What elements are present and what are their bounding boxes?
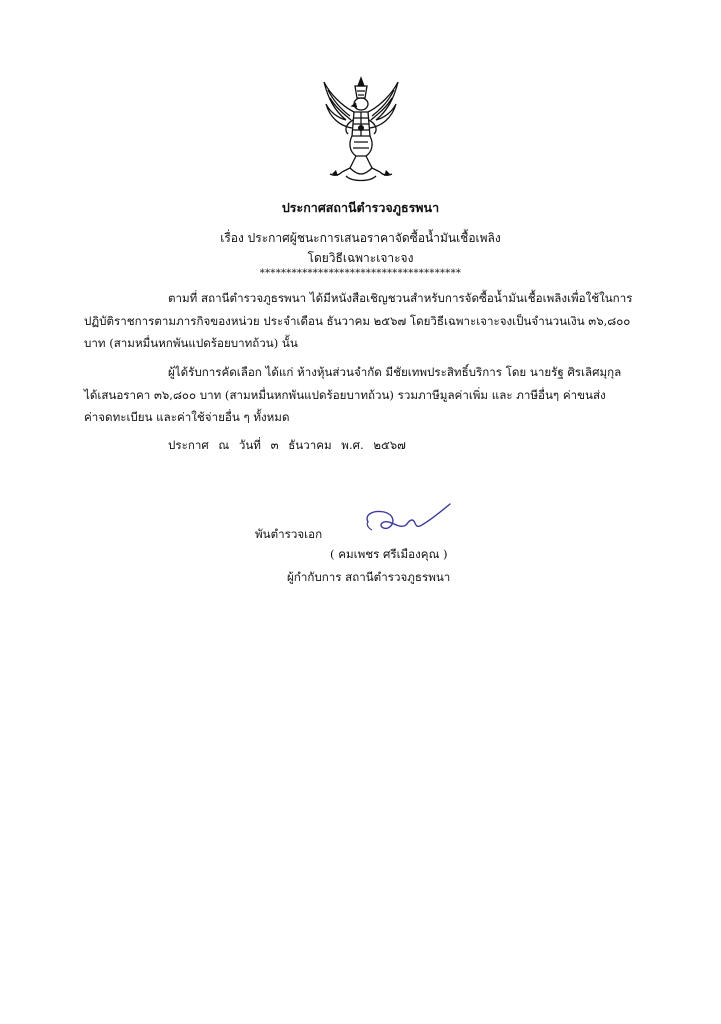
signer-position: ผู้กำกับการ สถานีตำรวจภูธรพนา <box>287 570 451 584</box>
paragraph-line: ตามที่ สถานีตำรวจภูธรพนา ได้มีหนังสือเชิญชวนสำหรับการจัดซื้อน้ำมันเชื้อเพลิงเพื่อใช้ในการ <box>168 291 633 305</box>
separator-line: ************************************** <box>259 268 462 279</box>
document-subject: เรื่อง ประกาศผู้ชนะการเสนอราคาจัดซื้อน้ำมันเชื้อเพลิง <box>220 231 501 245</box>
garuda-emblem-icon <box>320 76 402 184</box>
paragraph-line: ผู้ได้รับการคัดเลือก ได้แก่ ห้างหุ้นส่วนจำกัด มีชัยเทพประสิทธิ์บริการ โดย นายรัฐ ศิรเลิศมุกุล <box>168 365 622 379</box>
signer-name: ( คมเพชร ศรีเมืองคุณ ) <box>330 547 448 561</box>
procurement-method: โดยวิธีเฉพาะเจาะจง <box>307 251 414 265</box>
announcement-date: ประกาศ ณ วันที่ ๓ ธันวาคม พ.ศ. ๒๕๖๗ <box>168 438 406 452</box>
paragraph-line: ปฏิบัติราชการตามภารกิจของหน่วย ประจำเดือน ธันวาคม ๒๕๖๗ โดยวิธีเฉพาะเจาะจงเป็นจำนวนเงิน ๓๖,๘๐๐ <box>84 313 631 328</box>
paragraph-line: บาท (สามหมื่นหกพันแปดร้อยบาทถ้วน) นั้น <box>84 336 298 350</box>
signer-rank: พันตำรวจเอก <box>255 527 323 541</box>
document-title: ประกาศสถานีตำรวจภูธรพนา <box>281 200 440 215</box>
paragraph-background <box>84 287 644 355</box>
paragraph-line: ได้เสนอราคา ๓๖,๘๐๐ บาท (สามหมื่นหกพันแปดร้อยบาทถ้วน) รวมภาษีมูลค่าเพิ่ม และ ภาษีอื่นๆ ค่าขนส่ง <box>84 387 606 402</box>
paragraph-line: ค่าจดทะเบียน และค่าใช้จ่ายอื่น ๆ ทั้งหมด <box>84 410 290 424</box>
paragraph-winner <box>84 361 644 429</box>
handwritten-signature-icon <box>354 500 454 540</box>
